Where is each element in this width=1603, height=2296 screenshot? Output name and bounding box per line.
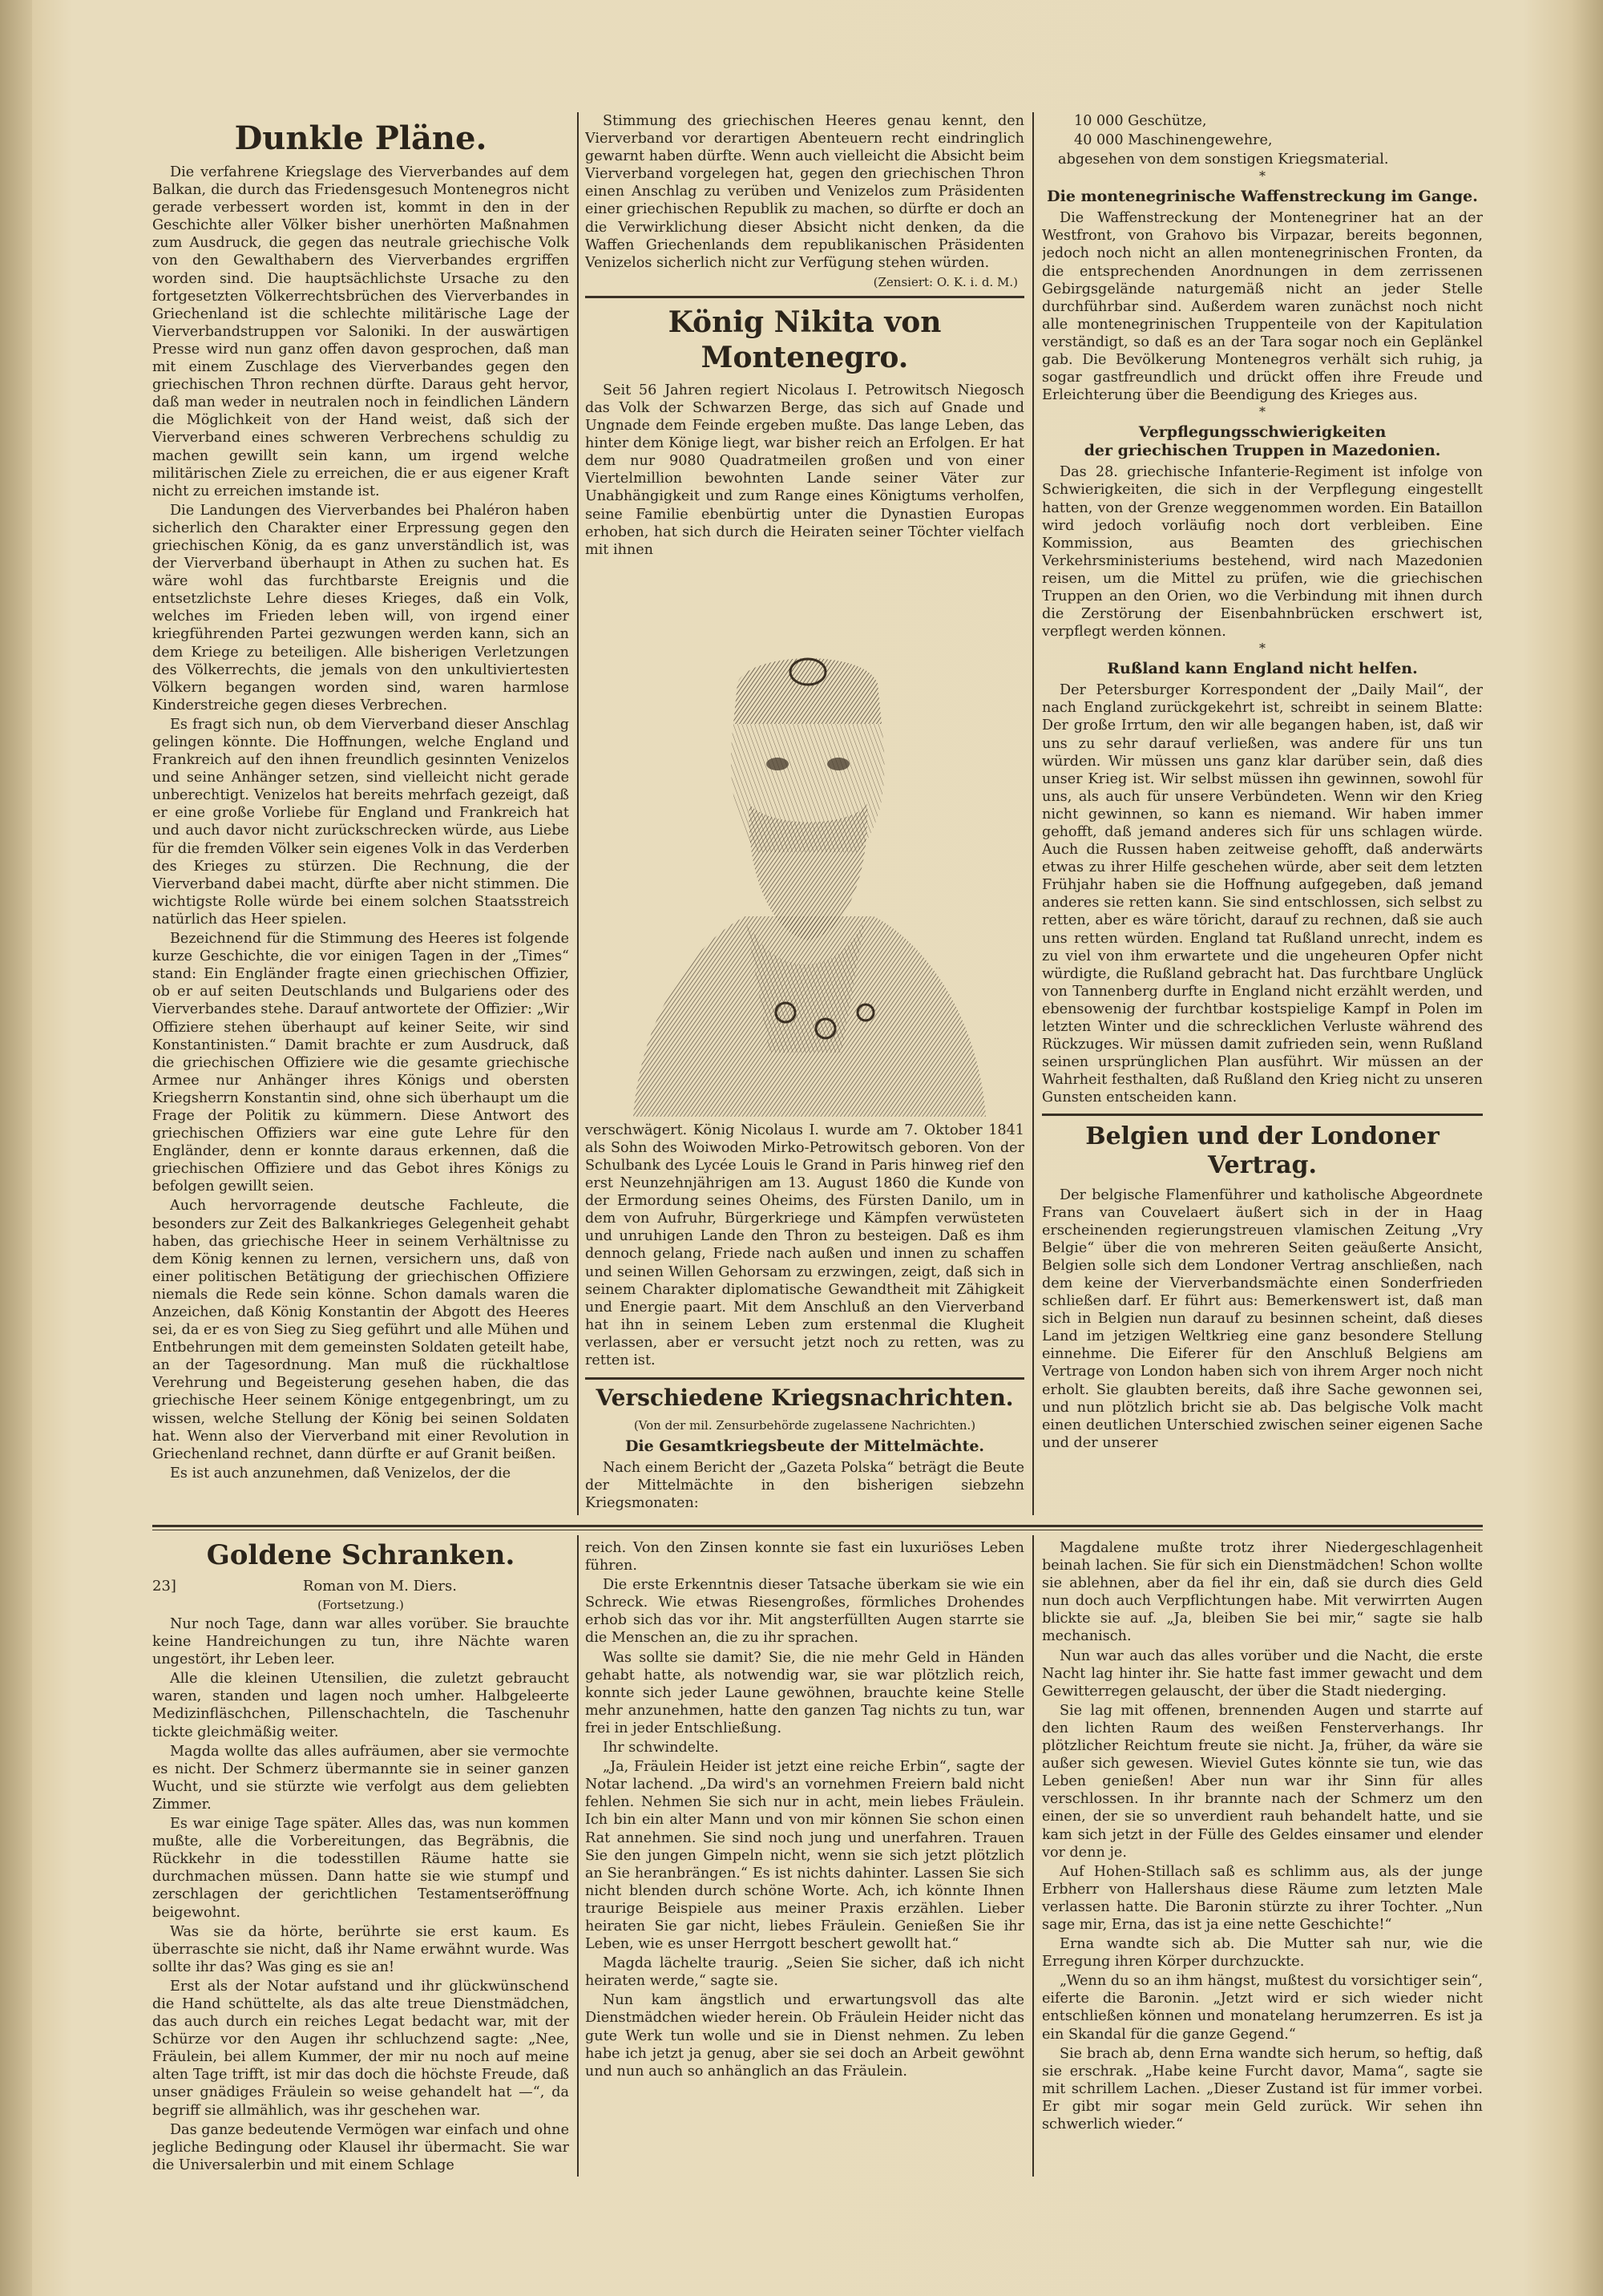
paragraph: verschwägert. König Nicolaus I. wurde am 7. Oktober 1841 als Sohn des Woiwoden Mirko-Petrowitsch geboren. Von der Schulbank des Lycée Louis le Grand in Paris hinweg rief den erst Neunzehnjährigen am 13. August 1860 die Kunde von der Ermordung seines Oheims, des Fürsten Danilo, um in dem von Aufruhr, Bürgerkriege und Kämpfen verwüsteten und unruhigen Lande den Thron zu besteigen. Daß es ihm dennoch gelang, Friede nach außen und innen zu schaffen und seinen Willen Gehorsam zu erzwingen, zeigt, daß sich in seinem Charakter diplomatische Gewandtheit mit Zähigkeit und Energie paart. Mit dem Anschluß an den Vierverband hat ihn in seinem Leben zum erstenmal die Klugheit verlassen, aber er versucht jetzt noch zu retten, was zu retten ist. [585, 1122, 1024, 1368]
feuilleton-title: Goldene Schranken. [206, 1539, 515, 1571]
feuilleton-column-two [585, 1539, 1024, 2181]
article-title-kriegsnachrichten: Verschiedene Kriegsnachrichten. [596, 1384, 1014, 1412]
paragraph: Es fragt sich nun, ob dem Vierverband dieser Anschlag gelingen könnte. Die Hoffnungen, welche England und Frankreich auf den ihnen freundlich gesinnten Venizelos und seine Anhänger setzen, sind vielleicht nicht gerade unberechtigt. Venizelos hat bereits mehrfach gezeigt, daß er eine große Vorliebe für England und Frankreich hat und auch davor nicht zurückschrecken würde, aus Liebe für die fremden Völker sein eigenes Volk in das Verderben des Krieges zu stürzen. Die Rechnung, die der Vierverband dabei macht, dürfte aber nicht stimmen. Die wichtigste Rolle würde bei einem solchen Staatsstreich natürlich das Heer spielen. [152, 716, 569, 928]
list-item: 40 000 Maschinengewehre, [1074, 132, 1273, 149]
paragraph: Magda wollte das alles aufräumen, aber sie vermochte es nicht. Der Schmerz übermannte sie in seiner ganzen Wucht, und sie stürzte wie verfolgt aus dem geliebten Zimmer. [152, 1743, 569, 1813]
censor-note: (Von der mil. Zensurbehörde zugelassene Nachrichten.) [633, 1418, 976, 1433]
paragraph: Stimmung des griechischen Heeres genau kennt, den Vierverband vor derartigen Abenteuern recht eindringlich gewarnt haben dürfte. Wenn auch vielleicht die Absicht beim Vierverband vorgelegen hat, gegen den griechischen Thron einen Anschlag zu verüben und Venizelos zum Präsidenten einer griechischen Republik zu machen, so dürfte er doch an die Verwirklichung dieser Absicht nicht denken, da die Waffen Griechenlands dem republikanischen Präsidenten Venizelos sicherlich nicht zur Verfügung stehen würden. [585, 113, 1024, 271]
paragraph: Was sie da hörte, berührte sie erst kaum. Es überraschte sie nicht, daß ihr Name erwähnt wurde. Was sollte ihr das? Was ging es sie an! [152, 1923, 569, 1975]
column-three [1042, 112, 1483, 1515]
paragraph: Die Landungen des Vierverbandes bei Phaléron haben sicherlich den Charakter einer Erpressung gegen den griechischen König, da es ganz unverständlich ist, was der Vierverband überhaupt in Athen zu suchen hat. Es wäre wohl das furchtbarste Ereignis und die entsetzlichste Lehre dieses Krieges, daß ein Volk, welches im Frieden leben will, von irgend einer kriegführenden Partei gezwungen werden kann, sich an dem Kriege zu beteiligen. Alle bisherigen Verletzungen des Völkerrechts, die jemals von den unkultiviertesten Völkern begangen worden sind, waren harmlose Kinderstreiche gegen dieses Verbrechen. [152, 502, 569, 713]
list-item [585, 1514, 1024, 1515]
paragraph: Bezeichnend für die Stimmung des Heeres ist folgende kurze Geschichte, die vor einigen Tagen in der „Times“ stand: Ein Engländer fragte einen griechischen Offizier, ob er auf seiten Deutschlands und Bulgariens oder des Vierverbandes stehe. Darauf antwortete der Offizier: „Wir Offiziere stehen überhaupt auf keiner Seite, wir sind Konstantinisten.“ Damit brachte er zum Ausdruck, daß die griechischen Offiziere wie die gesamte griechische Armee nur Anhänger ihres Königs und obersten Kriegsherrn Konstantin sind, ohne sich überhaupt um die Frage der Politik zu kümmern. Diese Antwort des griechischen Offiziers war eine gute Lehre für den Engländer, denn er konnte daraus erkennen, daß die griechischen Offiziere und das Gebot ihres Königs zu befolgen gewillt seien. [152, 931, 569, 1195]
paragraph: Es ist auch anzunehmen, daß Venizelos, der die [170, 1465, 511, 1481]
article-title-belgien: Belgien und der Londoner Vertrag. [1085, 1122, 1439, 1179]
feuilleton-column-three [1042, 1539, 1483, 2181]
paragraph: Nur noch Tage, dann war alles vorüber. Sie brauchte keine Handreichungen zu tun, ihre Nächte waren ungestört, ihr Leben leer. [152, 1616, 569, 1668]
paragraph: Erst als der Notar aufstand und ihr glückwünschend die Hand schüttelte, als das alte treue Dienstmädchen, das auch durch ein reiches Legat bedacht war, mit der Schürze vor den Augen ihr schluchzend sagte: „Nee, Fräulein, bei allem Kummer, der mir nu noch auf meine alten Tage trifft, ist mir das doch die höchste Freude, daß unser gnädiges Fräulein so weise gehandelt hat —“, da begriff sie allmählich, was ihr geschehen war. [152, 1978, 569, 2119]
byline: Roman von M. Diers. [302, 1578, 457, 1595]
paragraph: Das ganze bedeutende Vermögen war einfach und ohne jegliche Bedingung oder Klausel ihr übermacht. Sie war die Universalerbin und mit einem Schlage [152, 2121, 569, 2173]
portrait-king-nikita [585, 564, 1024, 1117]
article-separator [1042, 1114, 1483, 1116]
separator-asterisk: * [1259, 168, 1266, 184]
paragraph: Das 28. griechische Infanterie-Regiment ist infolge von Schwierigkeiten, die sich in der Verpflegung eingestellt hatten, von der Grenze weggenommen worden. Ein Bataillon wird jedoch vorläufig noch dort verbleiben. Eine Kommission, aus Beamten des griechischen Verkehrsministeriums bestehend, wird nach Mazedonien reisen, um die Mittel zu prüfen, wie die griechischen Truppen an den Orien, wo die Verbindung mit ihnen durch die Zerstörung der Eisenbahnbrücken erschwert ist, verpflegt werden können. [1042, 464, 1483, 641]
paragraph: Seit 56 Jahren regiert Nicolaus I. Petrowitsch Niegosch das Volk der Schwarzen Berge, das sich auf Gnade und Ungnade dem Feinde ergeben mußte. Das lange Leben, das hinter dem Könige liegt, war bisher reich an Erfolgen. Er hat dem nur 9080 Quadratmeilen großen und von einer Viertelmillion bewohnten Lande seiner Väter zur Unabhängigkeit und zum Range eines Königtums verholfen, seine Familie ebenbürtig unter die Dynastien Europas erhoben, hat sich durch die Heiraten seiner Töchter vielfach mit ihnen [585, 382, 1024, 558]
paragraph: Sie lag mit offenen, brennenden Augen und starrte auf den lichten Raum des weißen Fensterverhangs. Ihr plötzlicher Reichtum freute sie nicht. Ja, früher, da wäre sie außer sich gewesen. Wieviel Gutes könnte sie tun, wie das Leben genießen! Aber nun war ihr Sinn für alles verschlossen. In ihr brannte nach der Schmerz um den einen, der sie so unverdient rauh behandelt hatte, und sie kam sich jetzt in der Fülle des Geldes einsamer und elender vor denn je. [1042, 1702, 1483, 1861]
paragraph: Ihr schwindelte. [603, 1740, 719, 1756]
subheading: Rußland kann England nicht helfen. [1107, 660, 1418, 678]
paragraph: Nach einem Bericht der „Gazeta Polska“ beträgt die Beute der Mittelmächte in den bisherigen siebzehn Kriegsmonaten: [585, 1460, 1024, 1512]
article-title: Dunkle Pläne. [234, 120, 487, 157]
subheading: Die montenegrinische Waffenstreckung im Gange. [1047, 188, 1478, 206]
paragraph: Alle die kleinen Utensilien, die zuletzt gebraucht waren, standen und lagen noch umher. Halbgeleerte Medizinfläschchen, Pillenschachteln, die Taschenuhr tickte gleichmäßig weiter. [152, 1671, 569, 1740]
subheading: Verpflegungsschwierigkeiten [1138, 423, 1387, 442]
paragraph: Was sollte sie damit? Sie, die nie mehr Geld in Händen gehabt hatte, als notwendig war, sie war plötzlich reich, konnte sich jeder Laune gewöhnen, brauchte keine Stelle mehr anzunehmen, hatte den ganzen Tag nichts zu tun, war frei in jeder Entschließung. [585, 1649, 1024, 1736]
paragraph: Auch hervorragende deutsche Fachleute, die besonders zur Zeit des Balkankrieges Gelegenheit gehabt haben, das griechische Heer in seinem Verhältnisse zu dem König kennen zu lernen, versichern uns, daß von einer politischen Betätigung der griechischen Offiziere niemals die Rede sein könne. Schon damals waren die Anzeichen, daß König Konstantin der Abgott des Heeres sei, da er es von Sieg zu Sieg geführt und alle Mühen und Entbehrungen mit dem gemeinsten Soldaten geteilt habe, an der Tagesordnung. Man muß die rückhaltlose Verehrung und Begeisterung gesehen haben, die das griechische Heer seinem Könige entgegenbringt, um zu wissen, welche Stellung der König bei seinen Soldaten hat. Wenn also der Vierverband mit einer Revolution in Griechenland rechnet, dann dürfte er auf Granit beißen. [152, 1198, 569, 1462]
paragraph: Die verfahrene Kriegslage des Vierverbandes auf dem Balkan, die durch das Friedensgesuch Montenegros nicht gerade verbessert worden ist, kommt in den in der Geschichte aller Völker bisher unerhörten Maßnahmen zum Ausdruck, die gegen das neutrale griechische Volk von den Gewalthabern des Vierverbandes ergriffen worden sind. Die hauptsächlichste Ursache zu den fortgesetzten Völkerrechtsbrüchen des Vierverbandes in Griechenland ist die schlechte militärische Lage der Vierverbandstruppen vor Saloniki. In der auswärtigen Presse wird nun ganz offen davon gesprochen, daß man mit einem Zuschlage des Vierverbandes gegen den griechischen Thron rechnen dürfte. Daraus geht hervor, daß man weder in neutralen noch in feindlichen Ländern die Möglichkeit von der Hand weist, daß sich der Vierverband eines schweren Verbrechens schuldig zu machen gewillt sein kann, um irgend welche militärischen Ziele zu erreichen, die er aus eigener Kraft nicht zu erreichen imstande ist. [152, 164, 569, 499]
feuilleton-separator [152, 1525, 1483, 1527]
separator-asterisk: * [1259, 641, 1266, 657]
article-separator [585, 1377, 1024, 1380]
paragraph: reich. Von den Zinsen konnte sie fast ein luxuriöses Leben führen. [585, 1540, 1024, 1574]
column-two [585, 112, 1024, 1515]
serial-number [152, 1578, 569, 1595]
article-title-nikita: König Nikita von Montenegro. [668, 305, 942, 374]
subheading: Die Gesamtkriegsbeute der Mittelmächte. [624, 1437, 985, 1456]
article-separator [585, 296, 1024, 298]
paragraph: „Wenn du so an ihm hängst, mußtest du vorsichtiger sein“, eiferte die Baronin. „Jetzt wird er sich wieder nicht entschließen können und monatelang herumzerren. Es ist ja ein Skandal für die ganze Gegend.“ [1042, 1973, 1483, 2043]
paragraph: „Ja, Fräulein Heider ist jetzt eine reiche Erbin“, sagte der Notar lachend. „Da wird's an vornehmen Freiern bald nicht fehlen. Nehmen Sie sich nur in acht, mein liebes Fräulein. Ich bin ein alter Mann und von mir können Sie schon einen Rat annehmen. Sie sind noch jung und unerfahren. Trauen Sie den jungen Gimpeln nicht, wenn sie sich jetzt plötzlich an Sie heranbrängen.“ Es ist nichts dahinter. Lassen Sie sich nicht blenden durch schöne Worte. Ach, ich könnte Ihnen traurige Beispiele aus meiner Praxis erzählen. Lieber heiraten Sie gar nicht, liebes Fräulein. Genießen Sie ihr Leben, wie es unser Herrgott beschert gewollt hat.“ [585, 1759, 1024, 1953]
paragraph: Der belgische Flamenführer und katholische Abgeordnete Frans van Couvelaert äußert sich in der in Haag erscheinenden regierungstreuen vlamischen Zeitung „Vry Belgie“ über die von mehreren Seiten geäußerte Ansicht, Belgien solle sich dem Londoner Vertrag anschließen, nach dem keine der Vierverbandsmächte einen Sonderfrieden schließen darf. Er führt aus: Bemerkenswert ist, daß man sich in Belgien nun darauf zu besinnen scheint, daß dieses Land im jetzigen Weltkrieg eine ganz besondere Stellung einnehme. Die Eiferer für den Anschluß Belgiens am Vertrage von London haben sich von ihrem Arger noch nicht erholt. Sie glaubten bereits, daß ihre Sache gewonnen sei, und nun plötzlich bricht sie ab. Das belgische Volk macht einen deutlichen Unterschied zwischen seiner eigenen Sache und der unserer [1042, 1186, 1483, 1451]
continuation-note: (Fortsetzung.) [317, 1598, 404, 1612]
feuilleton-goldene-schranken [152, 1539, 569, 2181]
portrait-engraving [585, 564, 1024, 1117]
paragraph: Auf Hohen-Stillach saß es schlimm aus, als der junge Erbherr von Hallershaus diese Räume zum letzten Male verlassen hatte. Die Baronin stürzte zu ihrer Tochter. „Nun sage mir, Erna, das ist ja eine nette Geschichte!“ [1042, 1863, 1483, 1933]
column-rule [1032, 112, 1034, 1515]
binding-gutter [0, 0, 32, 2296]
column-rule [577, 1535, 579, 2177]
paragraph: Es war einige Tage später. Alles das, was nun kommen mußte, alle die Vorbereitungen, das Begräbnis, die Rückkehr in die todesstillen Räume hatte sie durchmachen müssen. Dann hatte sie wie stumpf und zerschlagen der gerichtlichen Testamentseröffnung beigewohnt. [152, 1816, 569, 1921]
column-rule [1032, 1535, 1034, 2177]
censor-note: (Zensiert: O. K. i. d. M.) [873, 274, 1018, 289]
paragraph: Die erste Erkenntnis dieser Tatsache überkam sie wie ein Schreck. Wie etwas Riesengroßes, förmliches Drohendes erhob sich das vor ihr. Mit angsterfüllten Augen starrte sie die Menschen an, die zu ihr sprachen. [585, 1577, 1024, 1647]
installment-number: 23] [152, 1578, 176, 1595]
paragraph: Der Petersburger Korrespondent der „Daily Mail“, der nach England zurückgekehrt ist, schreibt in seinem Blatte: Der große Irrtum, den wir alle begangen haben, ist, daß wir uns zu sehr darauf verließen, was andere für uns tun würden. Wir müssen uns ganz klar darüber sein, daß dies unser Krieg ist. Wir selbst müssen ihn gewinnen, sowohl für uns, als auch für unsere Verbündeten. Wenn wir den Krieg nicht gewinnen, so kann es niemand. Wir haben immer gehofft, daß jemand anderes sich für uns schlagen würde. Auch die Russen haben zeitweise gehofft, daß anderwärts etwas zu ihrer Hilfe geschehen würde, aber seit dem letzten Frühjahr haben sie die Hoffnung aufgegeben, daß jemand anderes sie retten kann. Sie sind entschlossen, sich selbst zu retten, aber es wäre töricht, darauf zu rechnen, daß sie auch uns retten würden. England tat Rußland unrecht, indem es zu viel von ihm erwartete und die ungeheuren Opfer nicht würdigte, die Rußland gebracht hat. Das furchtbare Unglück von Tannenberg durfte in England nicht erzählt werden, und ebensowenig der furchtbar kostspielige Kampf in Polen im letzten Winter und die schrecklichen Verluste während des Rückzuges. Wir müssen damit zufrieden sein, wenn Rußland seinen ursprünglichen Plan ausführt. Wir müssen an der Wahrheit festhalten, daß Rußland den Krieg nicht zu unseren Gunsten entscheiden kann. [1042, 682, 1483, 1106]
paragraph: Magdalene mußte trotz ihrer Niedergeschlagenheit beinah lachen. Sie für sich ein Dienstmädchen! Schon wollte sie ablehnen, aber da fiel ihr ein, daß sie durch dies Geld nun doch auch Verpflichtungen habe. Mit verwirrten Augen blickte sie auf. „Ja, bleiben Sie bei mir,“ sagte sie halb mechanisch. [1042, 1540, 1483, 1645]
paragraph: Magda lächelte traurig. „Seien Sie sicher, daß ich nicht heiraten werde,“ sagte sie. [585, 1955, 1024, 1990]
paragraph: Erna wandte sich ab. Die Mutter sah nur, wie die Erregung ihren Körper durchzuckte. [1042, 1936, 1483, 1971]
list-item: 10 000 Geschütze, [1074, 113, 1207, 129]
paragraph: Nun war auch das alles vorüber und die Nacht, die erste Nacht lag hinter ihr. Sie hatte fast immer gewacht und dem Gewitterregen gelauscht, der über die Stadt niederging. [1042, 1647, 1483, 1700]
column-rule [577, 112, 579, 1515]
paragraph: Nun kam ängstlich und erwartungsvoll das alte Dienstmädchen wieder herein. Ob Fräulein Heider nicht das gute Werk tun wolle und sie in Dienst nehmen. Zu leben habe ich jetzt ja genug, aber sie sei doch an Arbeit gewöhnt und nun auch so anhänglich an das Fräulein. [585, 1992, 1024, 2080]
paragraph: Sie brach ab, denn Erna wandte sich herum, so heftig, daß sie erschrak. „Habe keine Furcht davor, Mama“, sagte sie mit schrillem Lachen. „Dieser Zustand ist für immer vorbei. Er gibt mir sogar mein Geld zurück. Wir sehen ihn schwerlich wieder.“ [1042, 2045, 1483, 2132]
paragraph: Die Waffenstreckung der Montenegriner hat an der Westfront, von Grahovo bis Virpazar, bereits begonnen, jedoch noch nicht an allen montenegrinischen Fronten, da die entsprechenden Anordnungen in dem zerrissenen Gebirgsgelände naturgemäß nicht an jeder Stelle durchführbar sind. Außerdem waren zunächst noch nicht alle montenegrinischen Truppenteile von der Kapitulation verständigt, so daß es an der Tara sogar noch ein Geplänkel gab. Die Bevölkerung Montenegros verhält sich ruhig, ja sogar gastfreundlich und drückt offen ihre Freude und Erleichterung über die Beendigung des Krieges aus. [1042, 210, 1483, 404]
list-item: abgesehen von dem sonstigen Kriegsmaterial. [1058, 152, 1389, 168]
subheading: der griechischen Truppen in Mazedonien. [1084, 442, 1441, 460]
separator-asterisk: * [1259, 404, 1266, 420]
article-dunkle-plaene [152, 120, 569, 1511]
